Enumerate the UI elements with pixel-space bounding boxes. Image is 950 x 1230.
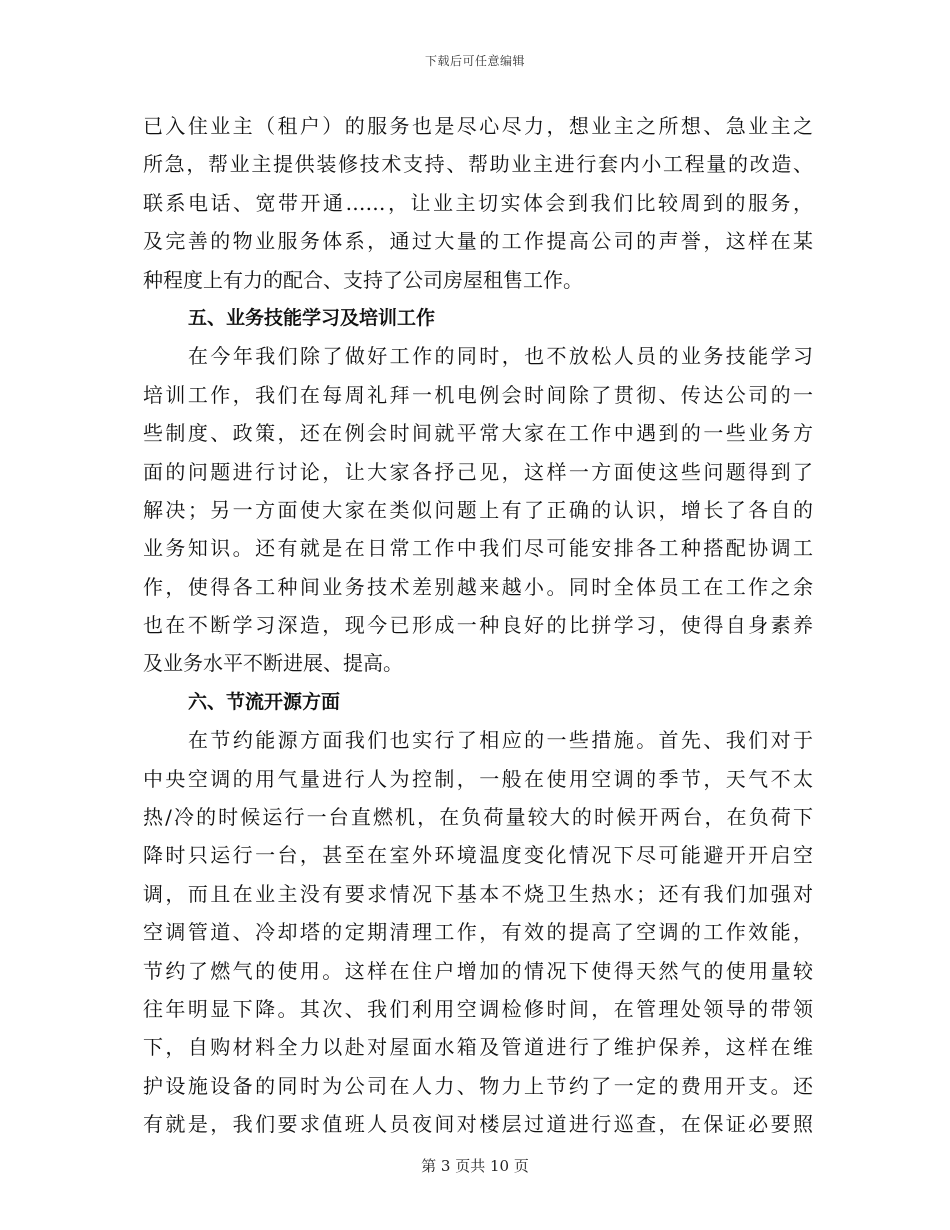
paragraph-line: 也在不断学习深造，现今已形成一种良好的比拼学习，使得自身素养 [143,613,813,638]
paragraph-line: 下，自购材料全力以赴对屋面水箱及管道进行了维护保养，这样在维 [143,1035,813,1060]
paragraph-line: 及完善的物业服务体系，通过大量的工作提高公司的声誉，这样在某 [143,229,813,254]
paragraph-line: 面的问题进行讨论，让大家各抒己见，这样一方面使这些问题得到了 [143,459,813,484]
paragraph-line: 已入住业主（租户）的服务也是尽心尽力，想业主之所想、急业主之 [143,114,813,138]
page-footer: 第 3 页共 10 页 [421,1157,529,1175]
paragraph-line: 解决；另一方面使大家在类似问题上有了正确的认识，增长了各自的 [143,497,813,522]
paragraph-line: 种程度上有力的配合、支持了公司房屋租售工作。 [143,267,583,292]
paragraph-line: 往年明显下降。其次、我们利用空调检修时间，在管理处领导的带领 [143,996,813,1021]
paragraph-line: 在节约能源方面我们也实行了相应的一些措施。首先、我们对于 [188,728,813,753]
page-header: 下载后可任意编辑 [424,54,525,68]
paragraph-line: 所急，帮业主提供装修技术支持、帮助业主进行套内小工程量的改造、 [143,152,813,177]
section-heading-6: 六、节流开源方面 [188,690,341,713]
paragraph-line: 在今年我们除了做好工作的同时，也不放松人员的业务技能学习 [188,344,813,369]
paragraph-line: 业务知识。还有就是在日常工作中我们尽可能安排各工种搭配协调工 [143,536,813,561]
section-heading-5: 五、业务技能学习及培训工作 [188,306,436,329]
paragraph-line: 有就是，我们要求值班人员夜间对楼层过道进行巡查，在保证必要照 [143,1112,813,1137]
body-text [143,107,813,1144]
paragraph-line: 护设施设备的同时为公司在人力、物力上节约了一定的费用开支。还 [143,1073,813,1098]
paragraph-line: 节约了燃气的使用。这样在住户增加的情况下使得天然气的使用量较 [143,958,813,983]
paragraph-line: 及业务水平不断进展、提高。 [143,651,403,676]
paragraph-line: 空调管道、冷却塔的定期清理工作，有效的提高了空调的工作效能， [143,920,813,945]
paragraph-line: 中央空调的用气量进行人为控制，一般在使用空调的季节，天气不太 [143,766,813,791]
paragraph-line: 作，使得各工种间业务技术差别越来越小。同时全体员工在工作之余 [143,574,813,599]
paragraph-line: 培训工作，我们在每周礼拜一机电例会时间除了贯彻、传达公司的一 [143,382,813,407]
paragraph-line: 调，而且在业主没有要求情况下基本不烧卫生热水；还有我们加强对 [143,881,813,906]
paragraph-line: 联系电话、宽带开通……，让业主切实体会到我们比较周到的服务， [143,190,813,215]
paragraph-line: 些制度、政策，还在例会时间就平常大家在工作中遇到的一些业务方 [143,421,813,446]
paragraph-line: 热/冷的时候运行一台直燃机，在负荷量较大的时候开两台，在负荷下 [143,805,813,830]
paragraph-line: 降时只运行一台，甚至在室外环境温度变化情况下尽可能避开开启空 [143,843,813,868]
